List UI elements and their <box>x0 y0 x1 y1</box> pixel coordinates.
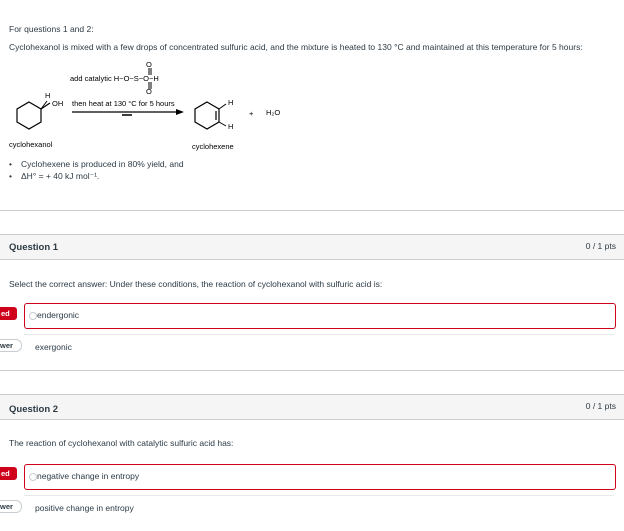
q2-answer-negative-entropy[interactable] <box>24 464 616 490</box>
you-answered-tag: ed <box>0 307 17 320</box>
question-2-header <box>0 394 624 420</box>
intro-heading: For questions 1 and 2: <box>9 24 94 34</box>
question-2-title: Question 2 <box>9 404 59 415</box>
divider <box>0 210 624 211</box>
you-answered-tag: ed <box>0 467 17 480</box>
product-h-top: H <box>228 98 234 107</box>
question-1-title: Question 1 <box>9 242 59 253</box>
question-2-points: 0 / 1 pts <box>585 401 616 411</box>
q2-answer-positive-entropy[interactable] <box>24 497 614 521</box>
divider <box>0 370 624 371</box>
answer-label: exergonic <box>35 342 72 352</box>
answer-label: endergonic <box>37 310 80 320</box>
reaction-scheme <box>0 58 624 158</box>
sulfur-o-bottom: O <box>146 87 152 96</box>
reagent-line2: then heat at 130 °C for 5 hours <box>72 99 175 108</box>
radio-button[interactable] <box>29 473 37 481</box>
reactant-h: H <box>45 91 51 100</box>
correct-answer-tag: wer <box>0 500 22 513</box>
product-h-bottom: H <box>228 122 234 131</box>
reagent-line1: add catalytic H−O−S−O−H <box>70 74 159 83</box>
sulfur-o-top: O <box>146 60 152 69</box>
correct-answer-tag: wer <box>0 339 22 352</box>
reactant-name: cyclohexanol <box>9 140 53 149</box>
reactant-oh: OH <box>52 99 64 108</box>
reaction-diagram <box>0 58 624 158</box>
question-1-prompt: Select the correct answer: Under these conditions, the reaction of cyclohexanol with sulfuric acid is: <box>9 279 383 289</box>
q1-answer-exergonic[interactable] <box>24 336 614 360</box>
answer-label: negative change in entropy <box>37 471 140 481</box>
fact-yield: • Cyclohexene is produced in 80% yield, and <box>9 159 184 171</box>
answer-divider <box>24 334 614 335</box>
q1-answer-endergonic[interactable] <box>24 303 616 329</box>
answer-divider <box>24 495 614 496</box>
facts-list <box>9 159 184 183</box>
product-name: cyclohexene <box>192 142 234 151</box>
answer-label: positive change in entropy <box>35 503 134 513</box>
question-2-prompt: The reaction of cyclohexanol with catalytic sulfuric acid has: <box>9 438 234 448</box>
question-1-points: 0 / 1 pts <box>585 241 616 251</box>
question-1-header <box>0 234 624 260</box>
intro-statement: Cyclohexanol is mixed with a few drops of concentrated sulfuric acid, and the mixture is heated to 130 °C and maintained at this temperature for 5 hours: <box>9 42 583 52</box>
plus-sign: + <box>249 109 254 118</box>
radio-button[interactable] <box>29 312 37 320</box>
cyclohexanol-ring <box>17 102 41 129</box>
fact-enthalpy: • ΔH° = + 40 kJ mol⁻¹. <box>9 171 184 183</box>
water: H₂O <box>266 108 281 117</box>
